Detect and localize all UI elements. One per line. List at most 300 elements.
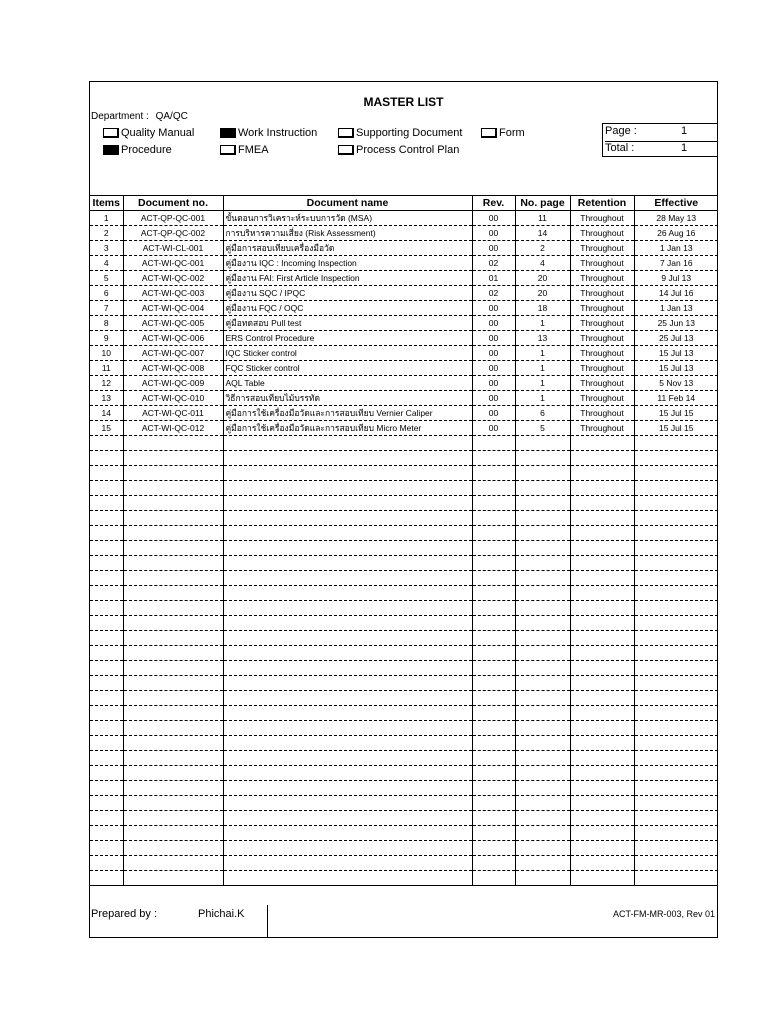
checkbox-label: Work Instruction bbox=[238, 127, 318, 139]
checkbox-label: Supporting Document bbox=[356, 127, 463, 139]
checkbox-label: Procedure bbox=[121, 144, 172, 156]
table-cell bbox=[634, 526, 718, 541]
table-cell: 1 bbox=[515, 376, 570, 391]
table-cell: ACT-WI-QC-002 bbox=[123, 271, 223, 286]
table-cell bbox=[634, 796, 718, 811]
table-cell bbox=[570, 571, 634, 586]
table-cell: FQC Sticker control bbox=[223, 361, 472, 376]
table-cell bbox=[223, 556, 472, 571]
table-cell bbox=[570, 751, 634, 766]
table-cell bbox=[123, 706, 223, 721]
table-row bbox=[90, 226, 718, 241]
col-header-retention: Retention bbox=[570, 196, 634, 211]
table-cell: Throughout bbox=[570, 331, 634, 346]
table-cell bbox=[223, 676, 472, 691]
checkbox-label: Quality Manual bbox=[121, 127, 195, 139]
table-cell: คู่มือการใช้เครื่องมือวัดและการสอบเทียบ Vernier Caliper bbox=[223, 406, 472, 421]
table-cell bbox=[515, 586, 570, 601]
table-cell: Throughout bbox=[570, 286, 634, 301]
table-cell bbox=[515, 661, 570, 676]
table-cell bbox=[123, 436, 223, 451]
table-cell bbox=[515, 736, 570, 751]
table-cell bbox=[515, 691, 570, 706]
table-row bbox=[90, 346, 718, 361]
table-cell: ACT-WI-QC-008 bbox=[123, 361, 223, 376]
table-row bbox=[90, 406, 718, 421]
table-cell bbox=[472, 646, 515, 661]
table-cell bbox=[634, 451, 718, 466]
table-cell bbox=[515, 526, 570, 541]
checkbox-quality-manual[interactable] bbox=[103, 127, 194, 139]
table-cell: 15 Jul 13 bbox=[634, 361, 718, 376]
table-cell bbox=[515, 706, 570, 721]
table-cell: 5 bbox=[515, 421, 570, 436]
table-cell bbox=[472, 451, 515, 466]
table-cell: Throughout bbox=[570, 301, 634, 316]
table-row-empty bbox=[90, 526, 718, 541]
table-cell bbox=[634, 841, 718, 856]
table-cell: 1 bbox=[515, 316, 570, 331]
table-cell: การบริหารความเสี่ยง (Risk Assessment) bbox=[223, 226, 472, 241]
table-cell: Throughout bbox=[570, 421, 634, 436]
table-cell bbox=[223, 616, 472, 631]
table-row-empty bbox=[90, 646, 718, 661]
table-cell bbox=[123, 541, 223, 556]
table-cell: Throughout bbox=[570, 256, 634, 271]
table-row bbox=[90, 376, 718, 391]
table-cell bbox=[570, 871, 634, 886]
table-cell bbox=[570, 556, 634, 571]
table-cell: Throughout bbox=[570, 271, 634, 286]
table-cell bbox=[90, 841, 123, 856]
table-cell bbox=[123, 856, 223, 871]
table-cell bbox=[634, 706, 718, 721]
checkbox-label: Form bbox=[499, 127, 525, 139]
checkbox-box[interactable] bbox=[481, 128, 497, 138]
table-cell bbox=[123, 676, 223, 691]
table-cell bbox=[570, 691, 634, 706]
table-cell bbox=[90, 526, 123, 541]
table-cell: 15 Jul 13 bbox=[634, 346, 718, 361]
table-cell: Throughout bbox=[570, 241, 634, 256]
table-cell bbox=[634, 511, 718, 526]
table-cell: 10 bbox=[90, 346, 123, 361]
table-row-empty bbox=[90, 871, 718, 886]
table-cell: 1 bbox=[515, 391, 570, 406]
table-cell bbox=[634, 826, 718, 841]
table-cell: 15 Jul 15 bbox=[634, 421, 718, 436]
page-row bbox=[605, 125, 718, 142]
table-cell bbox=[123, 781, 223, 796]
table-cell: 18 bbox=[515, 301, 570, 316]
table-cell: 25 Jul 13 bbox=[634, 331, 718, 346]
table-cell: 01 bbox=[472, 271, 515, 286]
table-cell bbox=[634, 601, 718, 616]
prepared-by-box bbox=[90, 905, 268, 938]
table-cell bbox=[90, 721, 123, 736]
table-cell: 7 Jan 16 bbox=[634, 256, 718, 271]
table-cell bbox=[634, 631, 718, 646]
table-cell bbox=[123, 451, 223, 466]
checkbox-box[interactable] bbox=[338, 128, 354, 138]
table-cell bbox=[515, 826, 570, 841]
table-cell bbox=[472, 661, 515, 676]
table-cell bbox=[90, 556, 123, 571]
table-cell bbox=[90, 631, 123, 646]
table-cell: 13 bbox=[515, 331, 570, 346]
table-row-empty bbox=[90, 841, 718, 856]
table-cell bbox=[570, 826, 634, 841]
table-cell bbox=[570, 661, 634, 676]
table-cell: คู่มือการใช้เครื่องมือวัดและการสอบเทียบ Micro Meter bbox=[223, 421, 472, 436]
table-cell: Throughout bbox=[570, 361, 634, 376]
table-cell bbox=[634, 556, 718, 571]
table-cell bbox=[634, 496, 718, 511]
checkbox-box[interactable] bbox=[220, 145, 236, 155]
table-cell bbox=[515, 601, 570, 616]
checkbox-form[interactable] bbox=[481, 127, 525, 139]
table-cell bbox=[472, 481, 515, 496]
table-cell: Throughout bbox=[570, 211, 634, 226]
table-row-empty bbox=[90, 691, 718, 706]
table-cell: 11 bbox=[515, 211, 570, 226]
table-cell: 00 bbox=[472, 331, 515, 346]
checkbox-procedure[interactable] bbox=[103, 144, 172, 156]
table-cell: 6 bbox=[90, 286, 123, 301]
table-cell bbox=[472, 796, 515, 811]
table-row bbox=[90, 316, 718, 331]
table-row-empty bbox=[90, 706, 718, 721]
table-cell: 00 bbox=[472, 226, 515, 241]
table-cell: 7 bbox=[90, 301, 123, 316]
table-cell bbox=[472, 526, 515, 541]
table-cell: AQL Table bbox=[223, 376, 472, 391]
table-cell bbox=[515, 721, 570, 736]
table-cell: 14 bbox=[90, 406, 123, 421]
checkbox-supporting-document[interactable] bbox=[338, 127, 462, 139]
col-header-effective: Effective bbox=[634, 196, 718, 211]
table-cell bbox=[515, 646, 570, 661]
table-cell bbox=[570, 706, 634, 721]
table-cell: 15 bbox=[90, 421, 123, 436]
table-cell bbox=[223, 751, 472, 766]
table-row-empty bbox=[90, 556, 718, 571]
document-table bbox=[90, 195, 718, 886]
table-cell bbox=[472, 496, 515, 511]
table-row-empty bbox=[90, 466, 718, 481]
table-cell bbox=[634, 436, 718, 451]
table-cell bbox=[515, 481, 570, 496]
table-cell: คู่มือการสอบเทียบเครื่องมือวัด bbox=[223, 241, 472, 256]
department-label: Department : bbox=[91, 111, 149, 122]
table-cell bbox=[634, 751, 718, 766]
checkbox-label: FMEA bbox=[238, 144, 269, 156]
table-cell: 28 May 13 bbox=[634, 211, 718, 226]
table-cell bbox=[223, 601, 472, 616]
table-cell bbox=[223, 796, 472, 811]
table-header-row bbox=[90, 196, 718, 211]
table-row-empty bbox=[90, 676, 718, 691]
table-cell: 11 bbox=[90, 361, 123, 376]
table-row-empty bbox=[90, 826, 718, 841]
table-cell bbox=[515, 811, 570, 826]
table-cell bbox=[515, 766, 570, 781]
table-cell: ACT-QP-QC-002 bbox=[123, 226, 223, 241]
table-cell bbox=[472, 541, 515, 556]
table-cell bbox=[223, 691, 472, 706]
table-cell: คู่มือทดสอบ Pull test bbox=[223, 316, 472, 331]
table-cell bbox=[570, 511, 634, 526]
table-cell: 26 Aug 16 bbox=[634, 226, 718, 241]
table-cell bbox=[515, 451, 570, 466]
table-cell: ขั้นตอนการวิเคราะห์ระบบการวัด (MSA) bbox=[223, 211, 472, 226]
department-value: QA/QC bbox=[155, 111, 188, 122]
page-count-box bbox=[602, 123, 718, 157]
table-row-empty bbox=[90, 571, 718, 586]
table-row-empty bbox=[90, 736, 718, 751]
col-header-document-name: Document name bbox=[223, 196, 472, 211]
table-cell bbox=[90, 511, 123, 526]
table-row-empty bbox=[90, 796, 718, 811]
table-cell bbox=[223, 736, 472, 751]
table-cell bbox=[570, 451, 634, 466]
table-cell: 3 bbox=[90, 241, 123, 256]
table-cell bbox=[472, 436, 515, 451]
table-cell bbox=[472, 631, 515, 646]
table-cell bbox=[223, 586, 472, 601]
table-cell bbox=[570, 856, 634, 871]
checkbox-fmea[interactable] bbox=[220, 144, 269, 156]
table-cell bbox=[472, 616, 515, 631]
table-cell bbox=[223, 571, 472, 586]
col-header-rev: Rev. bbox=[472, 196, 515, 211]
table-cell bbox=[223, 841, 472, 856]
table-cell: ACT-WI-QC-012 bbox=[123, 421, 223, 436]
table-row bbox=[90, 331, 718, 346]
table-cell bbox=[570, 631, 634, 646]
table-cell bbox=[634, 721, 718, 736]
table-cell: 00 bbox=[472, 391, 515, 406]
table-cell bbox=[570, 781, 634, 796]
table-cell: 2 bbox=[515, 241, 570, 256]
table-row-empty bbox=[90, 601, 718, 616]
table-cell bbox=[515, 541, 570, 556]
table-cell: ACT-WI-QC-009 bbox=[123, 376, 223, 391]
page-label: Page : bbox=[605, 125, 637, 137]
table-cell bbox=[515, 631, 570, 646]
table-cell: 8 bbox=[90, 316, 123, 331]
table-cell bbox=[123, 466, 223, 481]
table-cell bbox=[472, 676, 515, 691]
table-cell bbox=[223, 871, 472, 886]
table-cell bbox=[515, 796, 570, 811]
table-cell bbox=[634, 481, 718, 496]
table-cell: 00 bbox=[472, 361, 515, 376]
table-cell bbox=[515, 556, 570, 571]
table-cell bbox=[472, 751, 515, 766]
table-cell: 11 Feb 14 bbox=[634, 391, 718, 406]
table-cell: 25 Jun 13 bbox=[634, 316, 718, 331]
table-cell: 00 bbox=[472, 316, 515, 331]
table-cell bbox=[570, 466, 634, 481]
table-cell bbox=[123, 571, 223, 586]
table-row-empty bbox=[90, 451, 718, 466]
table-cell bbox=[123, 556, 223, 571]
master-list-sheet bbox=[89, 81, 718, 938]
table-row-empty bbox=[90, 781, 718, 796]
table-cell: 5 bbox=[90, 271, 123, 286]
table-cell: 20 bbox=[515, 271, 570, 286]
table-cell bbox=[90, 496, 123, 511]
table-cell bbox=[472, 571, 515, 586]
table-row bbox=[90, 391, 718, 406]
table-cell: คู่มืองาน SQC / IPQC bbox=[223, 286, 472, 301]
table-cell: ACT-WI-QC-005 bbox=[123, 316, 223, 331]
table-cell bbox=[123, 481, 223, 496]
table-cell bbox=[123, 691, 223, 706]
table-cell bbox=[90, 781, 123, 796]
table-cell bbox=[570, 811, 634, 826]
table-cell bbox=[634, 571, 718, 586]
table-cell bbox=[90, 826, 123, 841]
table-cell: ACT-WI-CL-001 bbox=[123, 241, 223, 256]
table-cell: ERS Control Procedure bbox=[223, 331, 472, 346]
table-cell bbox=[570, 526, 634, 541]
table-cell bbox=[223, 496, 472, 511]
table-cell bbox=[223, 646, 472, 661]
table-row bbox=[90, 271, 718, 286]
checkbox-process-control-plan[interactable] bbox=[338, 144, 459, 156]
table-cell: Throughout bbox=[570, 391, 634, 406]
table-row-empty bbox=[90, 436, 718, 451]
table-row-empty bbox=[90, 541, 718, 556]
table-cell: Throughout bbox=[570, 346, 634, 361]
table-cell bbox=[223, 526, 472, 541]
table-cell bbox=[634, 856, 718, 871]
table-cell: ACT-WI-QC-003 bbox=[123, 286, 223, 301]
table-cell bbox=[472, 841, 515, 856]
table-cell bbox=[90, 676, 123, 691]
table-cell: 4 bbox=[90, 256, 123, 271]
table-cell bbox=[515, 751, 570, 766]
table-cell: 1 Jan 13 bbox=[634, 301, 718, 316]
table-cell bbox=[570, 841, 634, 856]
table-cell bbox=[223, 721, 472, 736]
table-cell: 00 bbox=[472, 211, 515, 226]
checkbox-box[interactable] bbox=[103, 145, 119, 155]
table-cell bbox=[634, 541, 718, 556]
table-cell bbox=[123, 841, 223, 856]
table-cell bbox=[223, 856, 472, 871]
table-cell bbox=[570, 586, 634, 601]
prepared-by-label: Prepared by : bbox=[91, 908, 158, 920]
table-cell: 14 Jul 16 bbox=[634, 286, 718, 301]
table-cell bbox=[515, 856, 570, 871]
table-cell bbox=[90, 736, 123, 751]
table-cell bbox=[223, 541, 472, 556]
table-cell bbox=[570, 601, 634, 616]
table-cell bbox=[223, 706, 472, 721]
table-cell bbox=[123, 496, 223, 511]
table-row-empty bbox=[90, 616, 718, 631]
table-cell: ACT-WI-QC-007 bbox=[123, 346, 223, 361]
table-cell: IQC Sticker control bbox=[223, 346, 472, 361]
table-cell bbox=[472, 556, 515, 571]
department-line bbox=[91, 111, 188, 122]
table-cell bbox=[515, 511, 570, 526]
table-cell: Throughout bbox=[570, 316, 634, 331]
table-cell bbox=[472, 691, 515, 706]
table-cell: ACT-QP-QC-001 bbox=[123, 211, 223, 226]
table-cell bbox=[634, 646, 718, 661]
table-cell bbox=[515, 841, 570, 856]
table-row-empty bbox=[90, 766, 718, 781]
table-row-empty bbox=[90, 496, 718, 511]
table-cell: Throughout bbox=[570, 226, 634, 241]
table-cell: คู่มืองาน FAI: First Article Inspection bbox=[223, 271, 472, 286]
table-row-empty bbox=[90, 586, 718, 601]
table-row bbox=[90, 421, 718, 436]
total-value: 1 bbox=[681, 142, 688, 154]
table-cell: ACT-WI-QC-010 bbox=[123, 391, 223, 406]
checkbox-work-instruction[interactable] bbox=[220, 127, 317, 139]
table-cell: 1 bbox=[515, 361, 570, 376]
table-cell bbox=[515, 571, 570, 586]
table-cell bbox=[472, 721, 515, 736]
table-row-empty bbox=[90, 481, 718, 496]
table-cell: 20 bbox=[515, 286, 570, 301]
table-cell bbox=[570, 616, 634, 631]
table-cell bbox=[90, 436, 123, 451]
table-cell bbox=[90, 766, 123, 781]
table-cell: วิธีการสอบเทียบไม้บรรทัด bbox=[223, 391, 472, 406]
table-cell bbox=[570, 646, 634, 661]
table-row-empty bbox=[90, 511, 718, 526]
col-header-document-no: Document no. bbox=[123, 196, 223, 211]
table-cell bbox=[472, 466, 515, 481]
table-cell bbox=[90, 466, 123, 481]
table-cell bbox=[223, 436, 472, 451]
table-cell bbox=[223, 766, 472, 781]
table-cell bbox=[472, 766, 515, 781]
table-cell: 02 bbox=[472, 256, 515, 271]
table-cell bbox=[123, 811, 223, 826]
checkbox-box[interactable] bbox=[103, 128, 119, 138]
table-cell: 1 Jan 13 bbox=[634, 241, 718, 256]
table-cell: 14 bbox=[515, 226, 570, 241]
table-cell bbox=[90, 706, 123, 721]
table-cell bbox=[472, 826, 515, 841]
table-cell bbox=[223, 511, 472, 526]
table-cell bbox=[123, 601, 223, 616]
prepared-by-name: Phichai.K bbox=[198, 908, 245, 920]
table-cell bbox=[634, 661, 718, 676]
table-row-empty bbox=[90, 856, 718, 871]
table-cell: Throughout bbox=[570, 376, 634, 391]
table-cell bbox=[634, 676, 718, 691]
table-cell bbox=[634, 691, 718, 706]
table-cell: 9 Jul 13 bbox=[634, 271, 718, 286]
table-cell: 12 bbox=[90, 376, 123, 391]
checkbox-box[interactable] bbox=[220, 128, 236, 138]
table-cell bbox=[90, 541, 123, 556]
table-row bbox=[90, 301, 718, 316]
checkbox-box[interactable] bbox=[338, 145, 354, 155]
table-cell bbox=[570, 676, 634, 691]
table-cell bbox=[90, 661, 123, 676]
table-cell: ACT-WI-QC-004 bbox=[123, 301, 223, 316]
table-cell: 02 bbox=[472, 286, 515, 301]
